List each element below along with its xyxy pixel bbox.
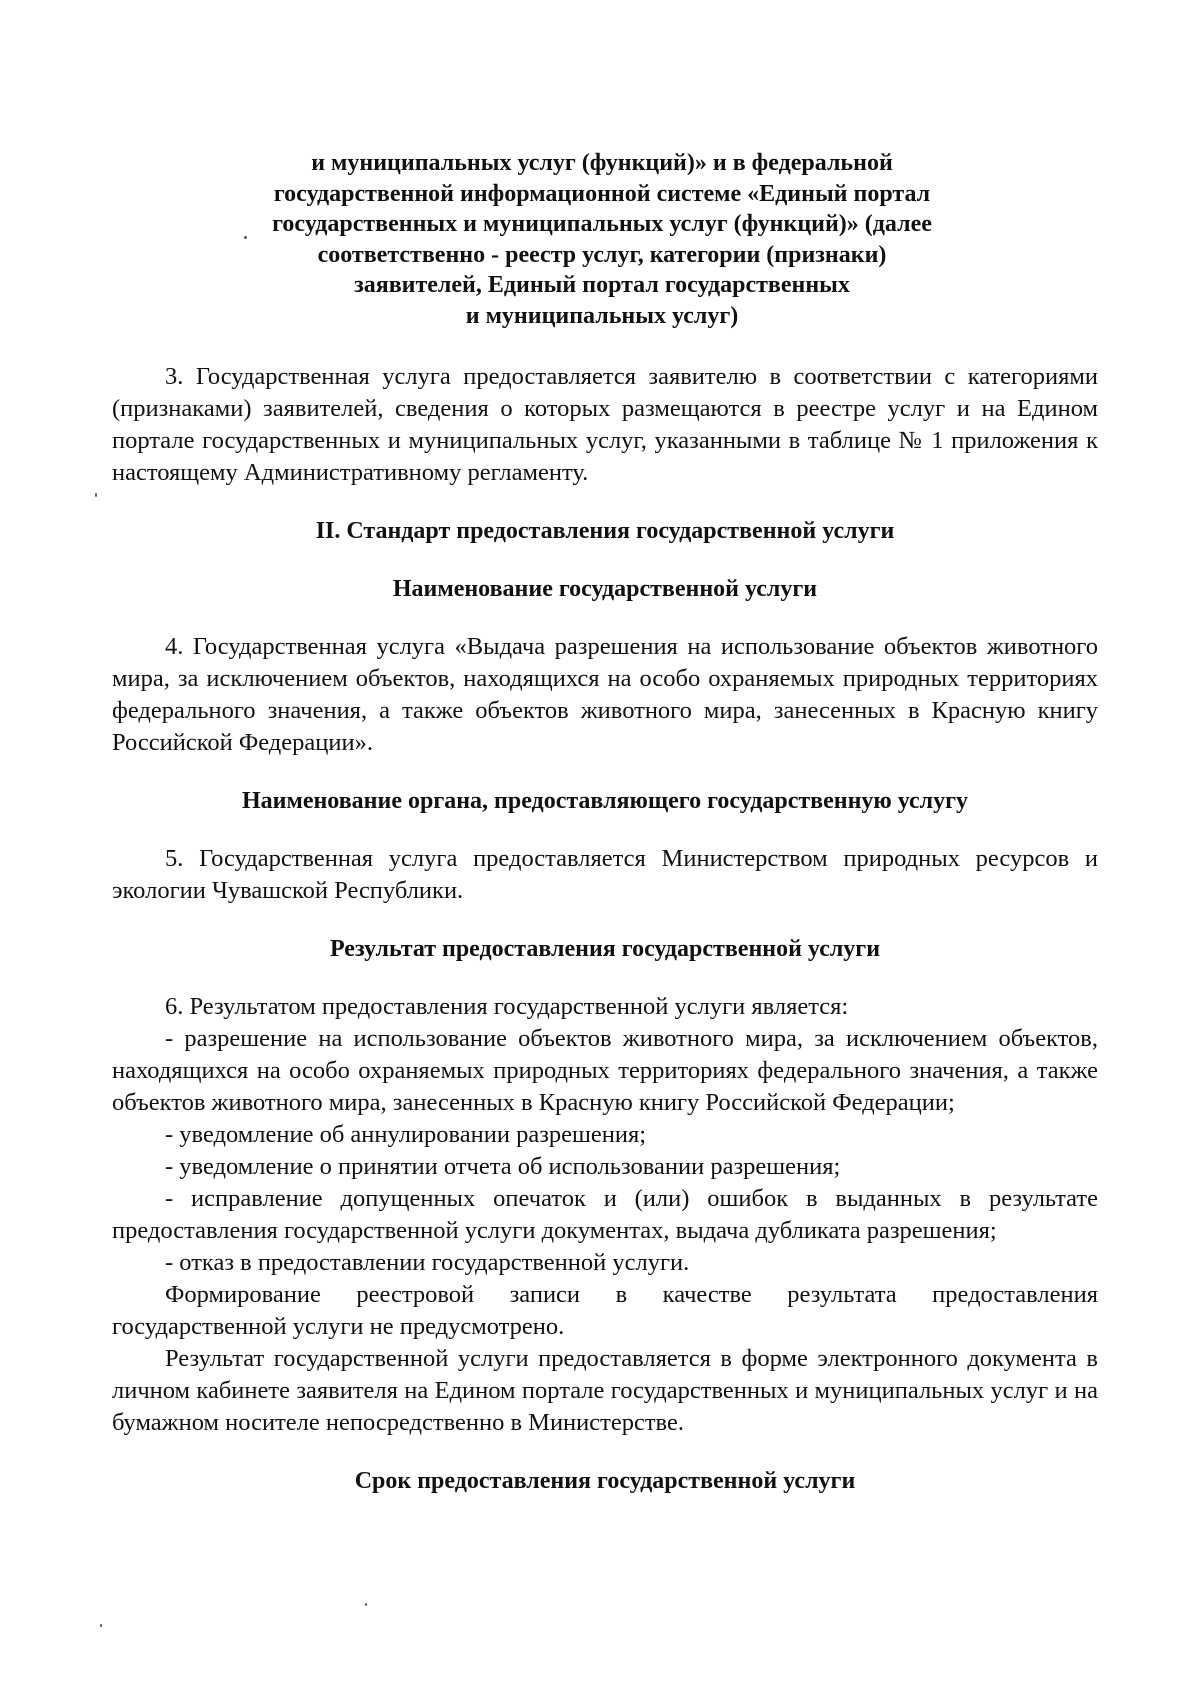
heading-line: соответственно - реестр услуг, категории (признаки) (317, 241, 887, 268)
paragraph-6-registry: Формирование реестровой записи в качестве результата предоставления государственной услуги не предусмотрено. (112, 1281, 1098, 1340)
heading-continuation (106, 148, 1098, 331)
subsection-title-organ: Наименование органа, предоставляющего государственную услугу (241, 788, 969, 814)
paragraph-4: 4. Государственная услуга «Выдача разрешения на использование объектов животного мира, за исключением объектов, находящихся на особо охраняемых природных территориях федерального значения, а также объектов животного мира, занесенных в Красную книгу Российской Федерации». (112, 633, 1098, 756)
subsection-title-result: Результат предоставления государственной услуги (329, 936, 881, 962)
result-list-item: - исправление допущенных опечаток и (или) ошибок в выданных в результате предоставления государственной услуги документах, выдача дубликата разрешения; (112, 1185, 1098, 1244)
heading-line: заявителей, Единый портал государственных (354, 272, 850, 298)
paragraph-3: 3. Государственная услуга предоставляется заявителю в соответствии с категориями (признаками) заявителей, сведения о которых размещаются в реестре услуг и на Едином портале государственных и муниципальных услуг, указанными в таблице № 1 приложения к настоящему Административному регламенту. (112, 363, 1098, 486)
document-content (112, 148, 1098, 1497)
paragraph-6-form: Результат государственной услуги предоставляется в форме электронного документа в личном кабинете заявителя на Едином портале государственных и муниципальных услуг и на бумажном носителе непосредственно в Министерстве. (112, 1345, 1098, 1436)
result-list-item: - отказ в предоставлении государственной услуги. (165, 1249, 690, 1276)
heading-line: государственной информационной системе «Единый портал (273, 180, 931, 207)
scan-speck (365, 1603, 367, 1606)
paragraph-6-intro: 6. Результатом предоставления государственной услуги является: (165, 993, 849, 1020)
subsection-title-service-name: Наименование государственной услуги (392, 576, 818, 602)
heading-line: и муниципальных услуг (функций)» и в федеральной (311, 150, 893, 176)
scan-speck (95, 493, 97, 497)
result-list-item: - разрешение на использование объектов животного мира, за исключением объектов, находящихся на особо охраняемых природных территориях федерального значения, а также объектов животного мира, занесенных в Красную книгу Российской Федерации; (112, 1025, 1098, 1116)
heading-line: государственных и муниципальных услуг (функций)» (далее (272, 211, 932, 237)
result-list-item: - уведомление о принятии отчета об использовании разрешения; (165, 1153, 841, 1180)
section-title-standard: II. Стандарт предоставления государственной услуги (315, 518, 895, 544)
subsection-title-term: Срок предоставления государственной услуги (354, 1468, 856, 1494)
result-list-item: - уведомление об аннулировании разрешения; (165, 1121, 647, 1148)
heading-line: и муниципальных услуг) (465, 302, 739, 329)
paragraph-5: 5. Государственная услуга предоставляется Министерством природных ресурсов и экологии Чувашской Республики. (112, 845, 1098, 904)
scan-speck (100, 1624, 102, 1627)
